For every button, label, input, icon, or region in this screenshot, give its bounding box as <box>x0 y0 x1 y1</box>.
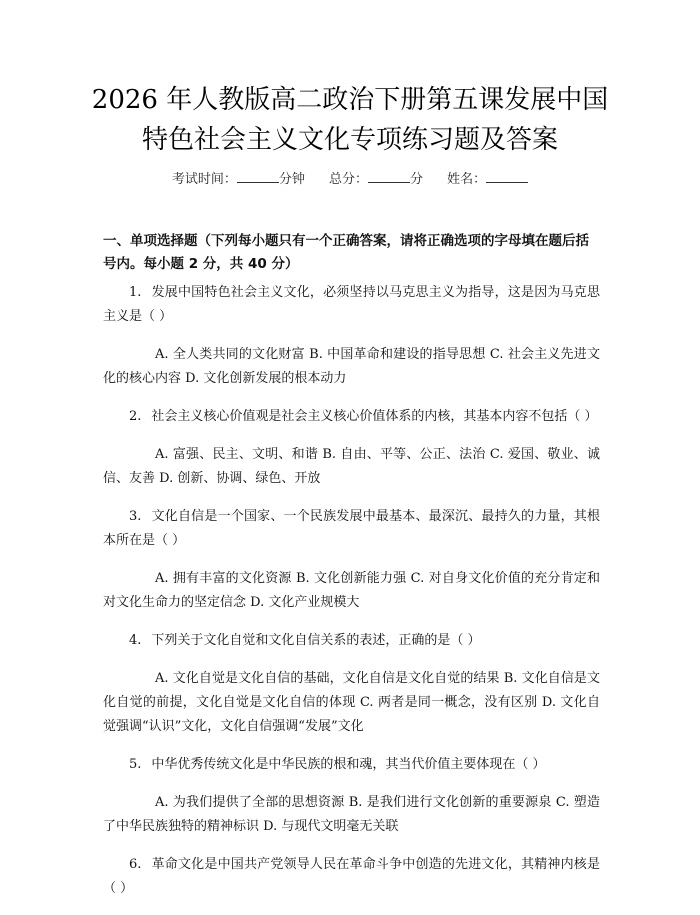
question-number: 6. <box>129 857 142 872</box>
total-score-field <box>329 168 423 187</box>
question-1-options: A. 全人类共同的文化财富 B. 中国革命和建设的指导思想 C. 社会主义先进文化的核心内容 D. 文化创新发展的根本动力 <box>103 347 600 386</box>
exam-info-line <box>0 168 700 187</box>
question-5 <box>103 753 600 777</box>
question-list <box>103 281 600 915</box>
question-3 <box>103 505 600 553</box>
exam-time-unit: 分钟 <box>278 172 305 187</box>
question-2 <box>103 405 600 429</box>
question-6 <box>103 853 600 901</box>
question-5-options: A. 为我们提供了全部的思想资源 B. 是我们进行文化创新的重要源泉 C. 塑造了中华民族独特的精神标识 D. 与现代文明毫无关联 <box>103 795 600 834</box>
question-stem: 革命文化是中国共产党领导人民在革命斗争中创造的先进文化，其精神内核是（ ） <box>103 857 600 896</box>
document-title <box>60 80 640 160</box>
name-field <box>447 168 528 187</box>
question-number: 5. <box>129 757 142 772</box>
total-score-blank[interactable] <box>368 169 410 183</box>
question-stem: 下列关于文化自觉和文化自信关系的表述，正确的是（ ） <box>151 633 481 648</box>
total-score-unit: 分 <box>410 172 424 187</box>
question-3-options: A. 拥有丰富的文化资源 B. 文化创新能力强 C. 对自身文化价值的充分肯定和对文化生命力的坚定信念 D. 文化产业规模大 <box>103 571 600 610</box>
question-1 <box>103 281 600 329</box>
question-number: 4. <box>129 633 142 648</box>
exam-time-label: 考试时间： <box>171 172 237 187</box>
name-blank[interactable] <box>486 169 528 183</box>
question-2-options: A. 富强、民主、文明、和谐 B. 自由、平等、公正、法治 C. 爱国、敬业、诚信、友善 D. 创新、协调、绿色、开放 <box>103 447 600 486</box>
question-4 <box>103 629 600 653</box>
title-line-2: 特色社会主义文化专项练习题及答案 <box>141 125 558 155</box>
question-number: 3. <box>129 509 142 524</box>
name-label: 姓名： <box>447 172 487 187</box>
exam-time-field <box>172 168 305 187</box>
question-stem: 社会主义核心价值观是社会主义核心价值体系的内核，其基本内容不包括（ ） <box>151 409 598 424</box>
title-line-1: 2026 年人教版高二政治下册第五课发展中国 <box>91 85 609 115</box>
exam-time-blank[interactable] <box>237 169 279 183</box>
question-number: 1. <box>129 285 142 300</box>
question-stem: 中华优秀传统文化是中华民族的根和魂，其当代价值主要体现在（ ） <box>151 757 546 772</box>
question-stem: 文化自信是一个国家、一个民族发展中最基本、最深沉、最持久的力量，其根本所在是（ ） <box>103 509 600 548</box>
question-number: 2. <box>129 409 142 424</box>
question-4-options: A. 文化自觉是文化自信的基础，文化自信是文化自觉的结果 B. 文化自信是文化自觉的前提，文化自觉是文化自信的体现 C. 两者是同一概念，没有区别 D. 文化自觉强调“认识”文化，文化自信强调“发展”文化 <box>103 671 600 734</box>
section-heading: 一、单项选择题（下列每小题只有一个正确答案，请将正确选项的字母填在题后括号内。每小题 2 分，共 40 分） <box>103 233 589 272</box>
total-score-label: 总分： <box>328 172 368 187</box>
question-stem: 发展中国特色社会主义文化，必须坚持以马克思主义为指导，这是因为马克思主义是（ ） <box>103 285 600 324</box>
